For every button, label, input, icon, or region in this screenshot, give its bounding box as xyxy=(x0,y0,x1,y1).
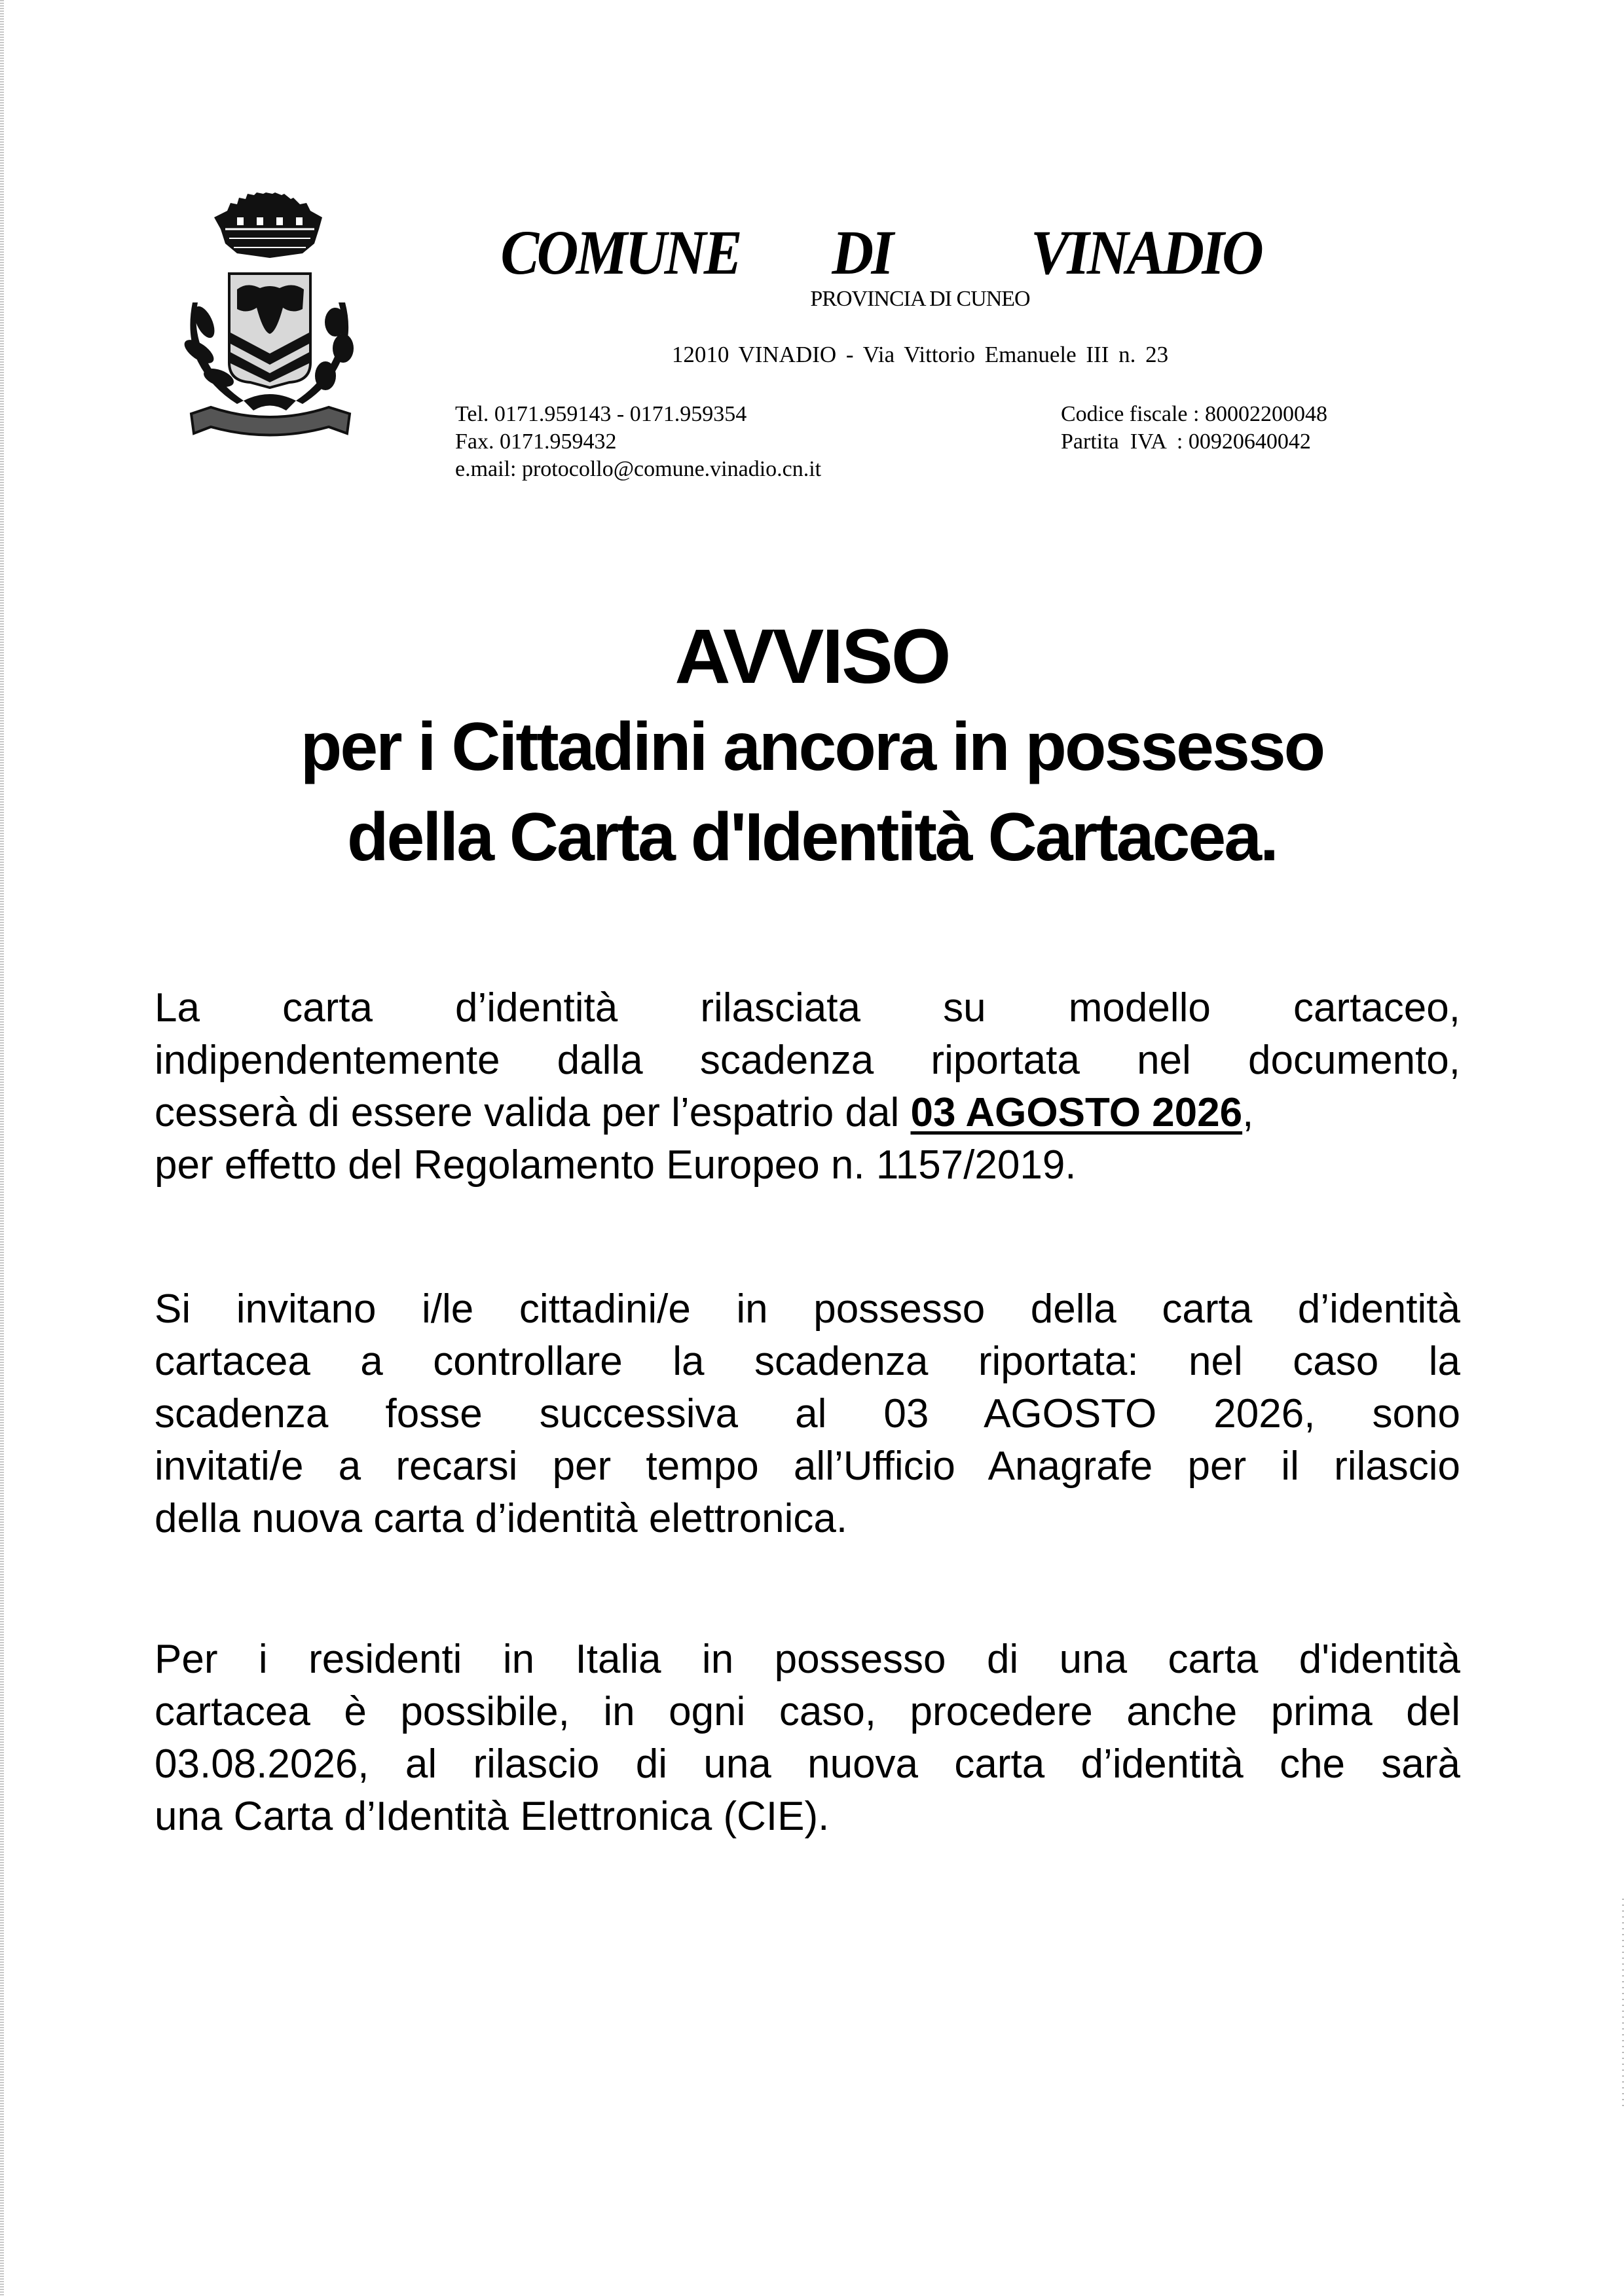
tax-id-block xyxy=(1061,401,1327,456)
paragraph-line: La carta d’identità rilasciata su modello cartaceo, xyxy=(155,985,1460,1030)
paragraph-line: scadenza fosse successiva al 03 AGOSTO 2026, sono xyxy=(155,1391,1460,1436)
fax-number: Fax. 0171.959432 xyxy=(455,429,617,454)
notice-title: AVVISO xyxy=(674,613,950,700)
title-word-vinadio: VINADIO xyxy=(1031,217,1262,287)
paragraph-invitation xyxy=(155,1283,1460,1545)
paragraph-line: indipendentemente dalla scadenza riportata nel documento, xyxy=(155,1038,1460,1083)
title-word-di: DI xyxy=(832,217,892,287)
line-text: cesserà di essere valida per l’espatrio dal xyxy=(155,1090,911,1135)
paragraph-line: una Carta d’Identità Elettronica (CIE). xyxy=(155,1794,830,1839)
subtitle-line: della Carta d'Identità Cartacea. xyxy=(347,799,1277,875)
municipal-coat-of-arms-icon xyxy=(172,191,368,440)
punctuation: , xyxy=(1242,1090,1254,1135)
email-address[interactable]: e.mail: protocollo@comune.vinadio.cn.it xyxy=(455,457,822,481)
phone-numbers: Tel. 0171.959143 - 0171.959354 xyxy=(455,402,747,426)
paragraph-line: della nuova carta d’identità elettronica. xyxy=(155,1496,848,1541)
highlighted-deadline-date: 03 AGOSTO 2026 xyxy=(910,1090,1243,1135)
paragraph-line: per effetto del Regolamento Europeo n. 1157/2019. xyxy=(155,1142,1077,1188)
fiscal-code: Codice fiscale : 80002200048 xyxy=(1061,402,1327,426)
paragraph-line xyxy=(155,1087,1460,1139)
address-line: 12010 VINADIO - Via Vittorio Emanuele III n. 23 xyxy=(671,342,1169,367)
paragraph-line: cartacea a controllare la scadenza riportata: nel caso la xyxy=(155,1339,1460,1384)
contact-block xyxy=(455,401,821,483)
paragraph-line: 03.08.2026, al rilascio di una nuova carta d’identità che sarà xyxy=(155,1741,1460,1787)
paragraph-line: Per i residenti in Italia in possesso di una carta d'identità xyxy=(155,1637,1460,1682)
paragraph-expiry xyxy=(155,982,1460,1192)
motto-ribbon-icon xyxy=(191,394,350,435)
paragraph-line: invitati/e a recarsi per tempo all’Ufficio Anagrafe per il rilascio xyxy=(155,1444,1460,1489)
province-label: PROVINCIA DI CUNEO xyxy=(810,287,1030,311)
subtitle-line: per i Cittadini ancora in possesso xyxy=(300,709,1324,785)
paragraph-line: Si invitano i/le cittadini/e in possesso della carta d’identità xyxy=(155,1286,1460,1332)
title-word-comune: COMUNE xyxy=(500,217,741,287)
paragraph-line: cartacea è possibile, in ogni caso, procedere anche prima del xyxy=(155,1689,1460,1734)
vat-number: Partita IVA : 00920640042 xyxy=(1061,429,1311,454)
mural-crown-icon xyxy=(214,192,322,258)
notice-subtitle xyxy=(0,702,1624,883)
paragraph-residents xyxy=(155,1633,1460,1843)
